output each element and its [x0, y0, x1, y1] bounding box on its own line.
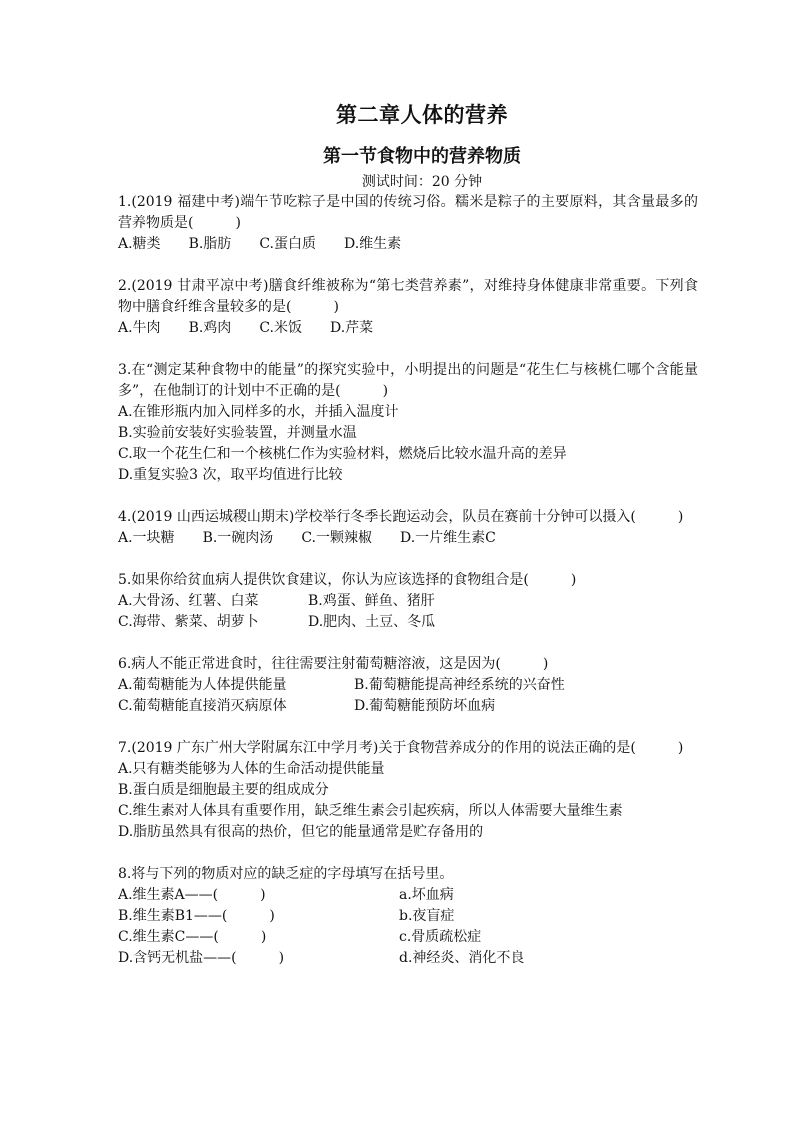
option-c: C.蛋白质: [259, 236, 316, 252]
option-d: D.维生素: [343, 236, 402, 252]
question-2: [118, 276, 698, 339]
option-b: B.实验前安装好实验装置，并测量水温: [118, 425, 357, 441]
option-a: A.葡萄糖能为人体提供能量: [118, 677, 287, 693]
match-left-a: A.维生素A——( ): [118, 887, 266, 903]
option-b: B.鸡肉: [188, 320, 232, 336]
match-row: [118, 927, 698, 948]
match-right-d: d.神经炎、消化不良: [399, 950, 525, 966]
question-stem: 8.将与下列的物质对应的缺乏症的字母填写在括号里。: [118, 866, 454, 882]
question-3: [118, 360, 698, 486]
option-row: [118, 444, 698, 465]
match-left-d: D.含钙无机盐——( ): [118, 950, 285, 966]
option-b: B.蛋白质是细胞最主要的组成成分: [118, 782, 329, 798]
option-row: [118, 591, 698, 612]
option-row: [118, 612, 698, 633]
question-stem: 7.(2019 广东广州大学附属东江中学月考)关于食物营养成分的作用的说法正确的是( ): [118, 740, 684, 756]
question-6: [118, 654, 698, 717]
option-row: [118, 696, 698, 717]
question-1: [118, 192, 698, 255]
option-row: [118, 759, 698, 780]
worksheet-page: [118, 100, 698, 969]
option-row: [118, 528, 698, 549]
option-c: C.一颗辣椒: [301, 530, 372, 546]
option-row: [118, 423, 698, 444]
question-8: [118, 864, 698, 969]
option-d: D.脂肪虽然具有很高的热价，但它的能量通常是贮存备用的: [118, 824, 484, 840]
section-title: 第一节食物中的营养物质: [323, 146, 521, 167]
question-7: [118, 738, 698, 843]
option-a: A.一块糖: [118, 530, 175, 546]
match-row: [118, 948, 698, 969]
question-stem: 2.(2019 甘肃平凉中考)膳食纤维被称为“第七类营养素”，对维持身体健康非常重要。下列食物中膳食纤维含量较多的是( ): [118, 278, 698, 315]
option-c: C.葡萄糖能直接消灭病原体: [118, 698, 287, 714]
option-a: A.大骨汤、红薯、白菜: [118, 593, 259, 609]
test-time: 测试时间：20 分钟: [361, 174, 483, 190]
option-row: [118, 675, 698, 696]
question-stem: 1.(2019 福建中考)端午节吃粽子是中国的传统习俗。糯米是粽子的主要原料，其含量最多的营养物质是( ): [118, 194, 698, 231]
option-row: [118, 402, 698, 423]
option-a: A.只有糖类能够为人体的生命活动提供能量: [118, 761, 385, 777]
chapter-title: 第二章人体的营养: [336, 102, 508, 127]
option-b: B.脂肪: [188, 236, 232, 252]
question-5: [118, 570, 698, 633]
option-row: [118, 234, 698, 255]
match-row: [118, 885, 698, 906]
question-stem: 3.在“测定某种食物中的能量”的探究实验中，小明提出的问题是“花生仁与核桃仁哪个含能量多”，在他制订的计划中不正确的是( ): [118, 362, 698, 399]
match-right-a: a.坏血病: [399, 887, 454, 903]
option-a: A.在锥形瓶内加入同样多的水，并插入温度计: [118, 404, 399, 420]
option-c: C.米饭: [259, 320, 302, 336]
match-right-c: c.骨质疏松症: [399, 929, 482, 945]
option-d: D.重复实验3 次，取平均值进行比较: [118, 467, 343, 483]
match-right-b: b.夜盲症: [399, 908, 455, 924]
option-c: C.维生素对人体具有重要作用，缺乏维生素会引起疾病，所以人体需要大量维生素: [118, 803, 623, 819]
option-b: B.葡萄糖能提高神经系统的兴奋性: [354, 677, 565, 693]
option-row: [118, 822, 698, 843]
question-stem: 5.如果你给贫血病人提供饮食建议，你认为应该选择的食物组合是( ): [118, 572, 577, 588]
option-c: C.海带、紫菜、胡萝卜: [118, 614, 259, 630]
option-row: [118, 801, 698, 822]
match-left-c: C.维生素C——( ): [118, 929, 267, 945]
option-d: D.一片维生素C: [399, 530, 496, 546]
option-b: B.一碗肉汤: [202, 530, 274, 546]
question-stem: 4.(2019 山西运城稷山期末)学校举行冬季长跑运动会，队员在赛前十分钟可以摄入( ): [118, 509, 684, 525]
match-row: [118, 906, 698, 927]
question-stem: 6.病人不能正常进食时，往往需要注射葡萄糖溶液，这是因为( ): [118, 656, 549, 672]
option-a: A.牛肉: [118, 320, 161, 336]
match-left-b: B.维生素B1——( ): [118, 908, 275, 924]
option-d: D.葡萄糖能预防坏血病: [354, 698, 496, 714]
option-b: B.鸡蛋、鲜鱼、猪肝: [308, 593, 435, 609]
option-row: [118, 465, 698, 486]
question-4: [118, 507, 698, 549]
option-c: C.取一个花生仁和一个核桃仁作为实验材料，燃烧后比较水温升高的差异: [118, 446, 567, 462]
option-d: D.芹菜: [329, 320, 374, 336]
option-d: D.肥肉、土豆、冬瓜: [308, 614, 436, 630]
option-a: A.糖类: [118, 236, 161, 252]
option-row: [118, 318, 698, 339]
option-row: [118, 780, 698, 801]
